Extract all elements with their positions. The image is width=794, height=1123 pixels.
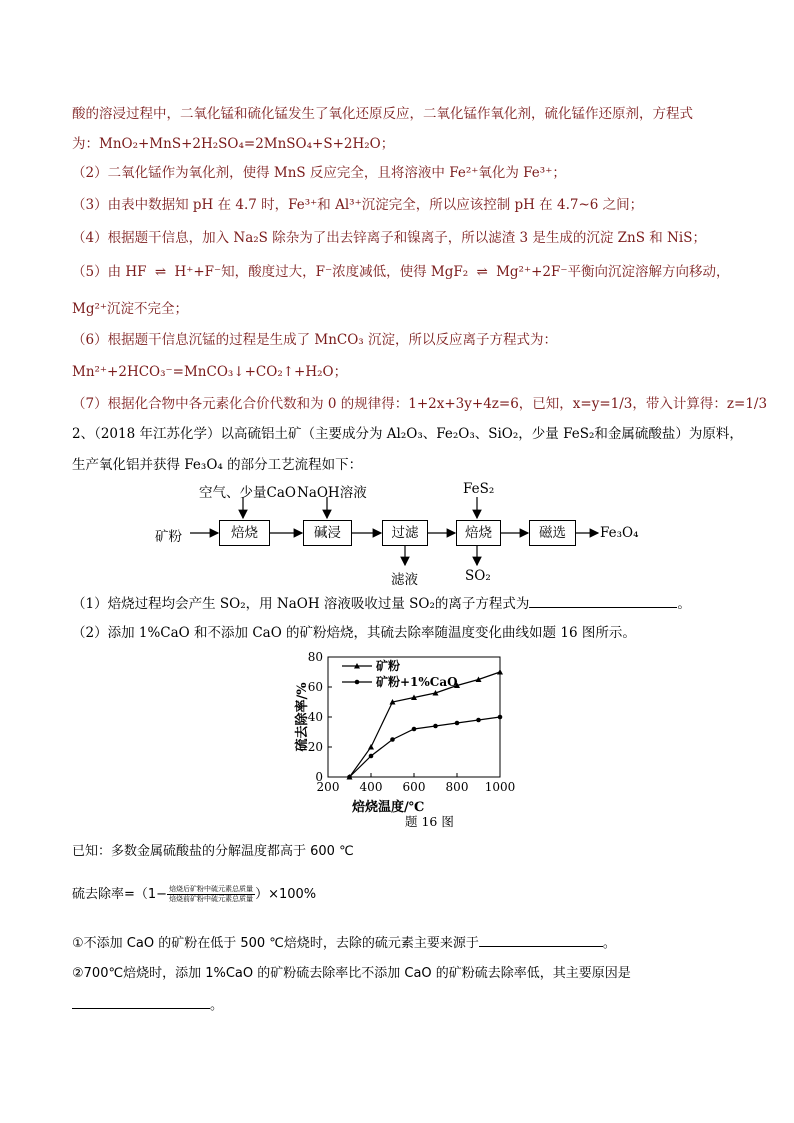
equilibrium-arrow: ⇌ — [476, 264, 488, 280]
y-tick-label: 60 — [307, 680, 323, 694]
formula-fraction: $\frac{\text{焙烧后矿粉中硫元素总质量}}{\text{焙烧前矿粉中硫元素总质量}}$ — [169, 885, 254, 903]
chart-xlabel: 焙烧温度/℃ — [352, 800, 425, 815]
answer-blank[interactable] — [479, 932, 603, 947]
equilibrium-arrow: ⇌ — [154, 264, 167, 280]
data-point — [390, 737, 395, 742]
data-point — [412, 727, 417, 732]
known-condition: 已知：多数金属硫酸盐的分解温度都高于 600 ℃ — [72, 844, 354, 859]
data-point — [498, 715, 503, 720]
y-tick-label: 20 — [307, 740, 323, 754]
flow-box-magnetic-separation: 磁选 — [529, 520, 576, 546]
answer-blank[interactable] — [72, 994, 210, 1009]
flow-product-fe3o4: Fe₃O₄ — [600, 525, 639, 541]
chart-caption: 题 16 图 — [405, 814, 454, 829]
flow-box-alkali-leach: 碱浸 — [303, 520, 352, 546]
data-point — [455, 721, 460, 726]
question-part-a: ①不添加 CaO 的矿粉在低于 500 ℃焙烧时，去除的硫元素主要来源于 。 — [72, 932, 616, 954]
explanation-p5: （5）由 HF ⇌ H⁺+F⁻知，酸度过大，F⁻浓度减低，使得 MgF₂ ⇌ Mg²⁺+2F⁻平衡向沉淀溶解方向移动， — [72, 264, 730, 280]
data-point — [368, 744, 374, 750]
subquestion-1: （1）焙烧过程均会产生 SO₂，用 NaOH 溶液吸收过量 SO₂的离子方程式为 。 — [72, 593, 691, 614]
flow-input-fes2: FeS₂ — [463, 481, 495, 497]
explanation-intro-1: 酸的溶浸过程中，二氧化锰和硫化锰发生了氧化还原反应，二氧化锰作氧化剂，硫化锰作还原剂，方程式 — [72, 106, 693, 122]
flow-box-filter: 过滤 — [382, 520, 428, 546]
data-point — [369, 754, 374, 759]
flow-box-roast-1: 焙烧 — [219, 520, 270, 546]
question-header-2: 生产氧化铝并获得 Fe₃O₄ 的部分工艺流程如下： — [72, 457, 363, 473]
explanation-intro-2: 为：MnO₂+MnS+2H₂SO₄=2MnSO₄+S+2H₂O； — [72, 136, 395, 152]
legend-marker — [355, 680, 360, 685]
explanation-p4: （4）根据题干信息，加入 Na₂S 除杂为了出去锌离子和镍离子，所以滤渣 3 是生成的沉淀 ZnS 和 NiS； — [72, 230, 706, 246]
question-part-b: ②700℃焙烧时，添加 1%CaO 的矿粉硫去除率比不添加 CaO 的矿粉硫去除率低，其主要原因是 — [72, 966, 631, 981]
data-point — [433, 724, 438, 729]
y-tick-label: 40 — [307, 710, 323, 724]
data-point — [476, 718, 481, 723]
explanation-p2: （2）二氧化锰作为氧化剂，使得 MnS 反应完全，且将溶液中 Fe²⁺氧化为 Fe³⁺； — [72, 165, 566, 181]
explanation-p7: （7）根据化合物中各元素化合价代数和为 0 的规律得：1+2x+3y+4z=6，已知，x=y=1/3，带入计算得：z=1/3 — [72, 396, 768, 412]
flow-output-filtrate: 滤液 — [391, 572, 418, 588]
flow-start-label: 矿粉 — [155, 529, 182, 545]
explanation-p3: （3）由表中数据知 pH 在 4.7 时，Fe³⁺和 Al³⁺沉淀完全，所以应该控制 pH 在 4.7~6 之间； — [72, 197, 644, 213]
x-tick-label: 400 — [359, 780, 383, 794]
x-tick-label: 200 — [316, 780, 340, 794]
question-part-b-answer: 。 — [72, 994, 223, 1016]
data-point — [497, 669, 503, 675]
y-tick-label: 0 — [315, 770, 323, 784]
legend-label-1: 矿粉+1%CaO — [376, 675, 458, 689]
x-tick-label: 1000 — [484, 780, 516, 794]
removal-rate-formula: 硫去除率=（1− $\frac{\text{焙烧后矿粉中硫元素总质量}}{\text{焙烧前矿粉中硫元素总质量}}$ ）×100% — [72, 885, 317, 903]
explanation-p5-cont: Mg²⁺沉淀不完全； — [72, 301, 189, 317]
x-tick-label: 800 — [445, 780, 469, 794]
x-tick-label: 600 — [402, 780, 426, 794]
legend-label-0: 矿粉 — [376, 659, 401, 673]
chart-ylabel: 硫去除率/% — [295, 682, 310, 752]
flow-output-so2: SO₂ — [465, 568, 491, 584]
flow-box-roast-2: 焙烧 — [456, 520, 501, 546]
y-tick-label: 80 — [307, 650, 323, 664]
question-header-1: 2、（2018 年江苏化学）以高硫铝土矿（主要成分为 Al₂O₃、Fe₂O₃、SiO₂，少量 FeS₂和金属硫酸盐）为原料， — [72, 426, 743, 442]
subquestion-2: （2）添加 1%CaO 和不添加 CaO 的矿粉焙烧，其硫去除率随温度变化曲线如题 16 图所示。 — [72, 625, 636, 641]
flow-input-naoh: NaOH溶液 — [297, 485, 367, 501]
explanation-p6-equation: Mn²⁺+2HCO₃⁻=MnCO₃↓+CO₂↑+H₂O； — [72, 364, 348, 380]
flow-input-air-cao: 空气、少量CaO — [199, 485, 296, 501]
data-point — [347, 775, 352, 780]
explanation-p6: （6）根据题干信息沉锰的过程是生成了 MnCO₃ 沉淀，所以反应离子方程式为： — [72, 332, 557, 348]
